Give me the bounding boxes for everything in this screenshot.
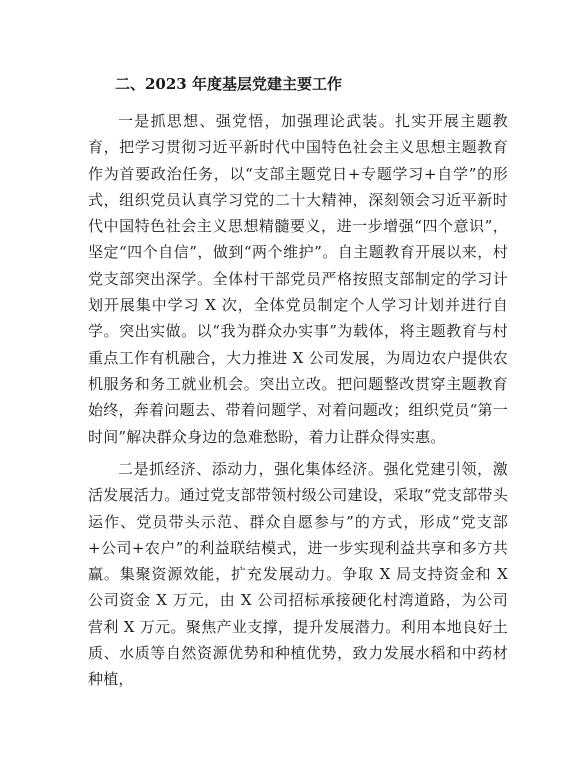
paragraph-economy: 二是抓经济、添动力，强化集体经济。强化党建引领，激活发展活力。通过党支部带领村级公司建设，采取“党支部带头运作、党员带头示范、群众自愿参与”的方式，形成“党支部+公司+农户”的利益联结模式，进一步实现利益共享和多方共赢。集聚资源效能，扩充发展动力。争取 X 局支持资金和 X 公司资金 X 万元，由 X 公司招标承接硬化村湾道路，为公司营利 X 万元。聚焦产业支撑，提升发展潜力。利用本地良好土质、水质等自然资源优势和种植优势，致力发展水稻和中药材种植， <box>88 460 508 689</box>
section-heading: 二、2023 年度基层党建主要工作 <box>115 75 342 93</box>
paragraph-ideology: 一是抓思想、强党悟，加强理论武装。扎实开展主题教育，把学习贯彻习近平新时代中国特色社会主义思想主题教育作为首要政治任务，以“支部主题党日+专题学习+自学”的形式，组织党员认真学习党的二十大精神，深刻领会习近平新时代中国特色社会主义思想精髓要义，进一步增强“四个意识”，坚定“四个自信”，做到“两个维护”。自主题教育开展以来，村党支部突出深学。全体村干部党员严格按照支部制定的学习计划开展集中学习 X 次，全体党员制定个人学习计划并进行自学。突出实做。以“我为群众办实事”为载体，将主题教育与村重点工作有机融合，大力推进 X 公司发展，为周边农户提供农机服务和务工就业机会。突出立改。把问题整改贯穿主题教育始终，奔着问题去、带着问题学、对着问题改；组织党员“第一时间”解决群众身边的急难愁盼，着力让群众得实惠。 <box>88 112 508 446</box>
